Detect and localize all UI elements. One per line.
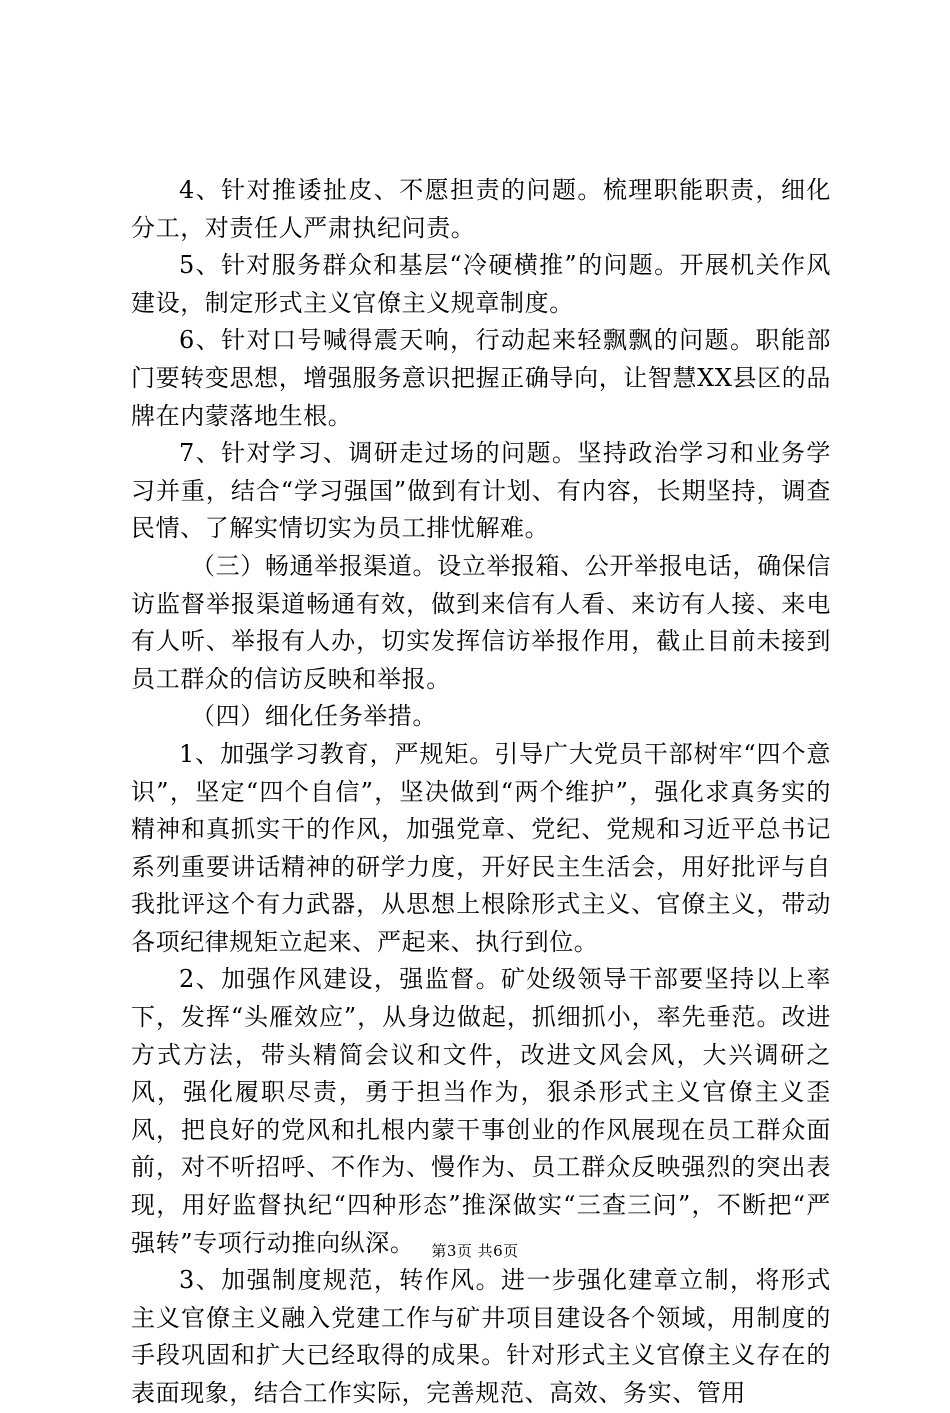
paragraph-item-7: 7、针对学习、调研走过场的问题。坚持政治学习和业务学习并重，结合“学习强国”做到有计划、有内容，长期坚持，调查民情、了解实情切实为员工排忧解难。 [131,439,831,543]
page-number-footer: 第3页 共6页 [431,1242,519,1260]
paragraph-item-5: 5、针对服务群众和基层“冷硬横推”的问题。开展机关作风建设，制定形式主义官僚主义规章制度。 [131,251,831,317]
paragraph-section-4-heading: （四）细化任务举措。 [191,702,437,731]
paragraph-measure-2: 2、加强作风建设，强监督。矿处级领导干部要坚持以上率下，发挥“头雁效应”，从身边做起，抓细抓小，率先垂范。改进方式方法，带头精简会议和文件，改进文风会风，大兴调研之风，强化履职尽责，勇于担当作为，狠杀形式主义官僚主义歪风，把良好的党风和扎根内蒙干事创业的作风展现在员工群众面前，对不听招呼、不作为、慢作为、员工群众反映强烈的突出表现，用好监督执纪“四种形态”推深做实“三查三问”，不断把“严强转”专项行动推向纵深。 [131,965,831,1257]
paragraph-item-6: 6、针对口号喊得震天响，行动起来轻飘飘的问题。职能部门要转变思想，增强服务意识把握正确导向，让智慧XX县区的品牌在内蒙落地生根。 [131,326,831,430]
document-body [131,172,831,1413]
paragraph-measure-3: 3、加强制度规范，转作风。进一步强化建章立制，将形式主义官僚主义融入党建工作与矿井项目建设各个领域，用制度的手段巩固和扩大已经取得的成果。针对形式主义官僚主义存在的表面现象，结合工作实际，完善规范、高效、务实、管用 [131,1266,831,1407]
paragraph-section-3: （三）畅通举报渠道。设立举报箱、公开举报电话，确保信访监督举报渠道畅通有效，做到来信有人看、来访有人接、来电有人听、举报有人办，切实发挥信访举报作用，截止目前未接到员工群众的信访反映和举报。 [131,551,831,693]
paragraph-item-4: 4、针对推诿扯皮、不愿担责的问题。梳理职能职责，细化分工，对责任人严肃执纪问责。 [131,176,831,242]
paragraph-measure-1: 1、加强学习教育，严规矩。引导广大党员干部树牢“四个意识”，坚定“四个自信”，坚决做到“两个维护”，强化求真务实的精神和真抓实干的作风，加强党章、党纪、党规和习近平总书记系列重要讲话精神的研学力度，开好民主生活会，用好批评与自我批评这个有力武器，从思想上根除形式主义、官僚主义，带动各项纪律规矩立起来、严起来、执行到位。 [131,739,831,956]
